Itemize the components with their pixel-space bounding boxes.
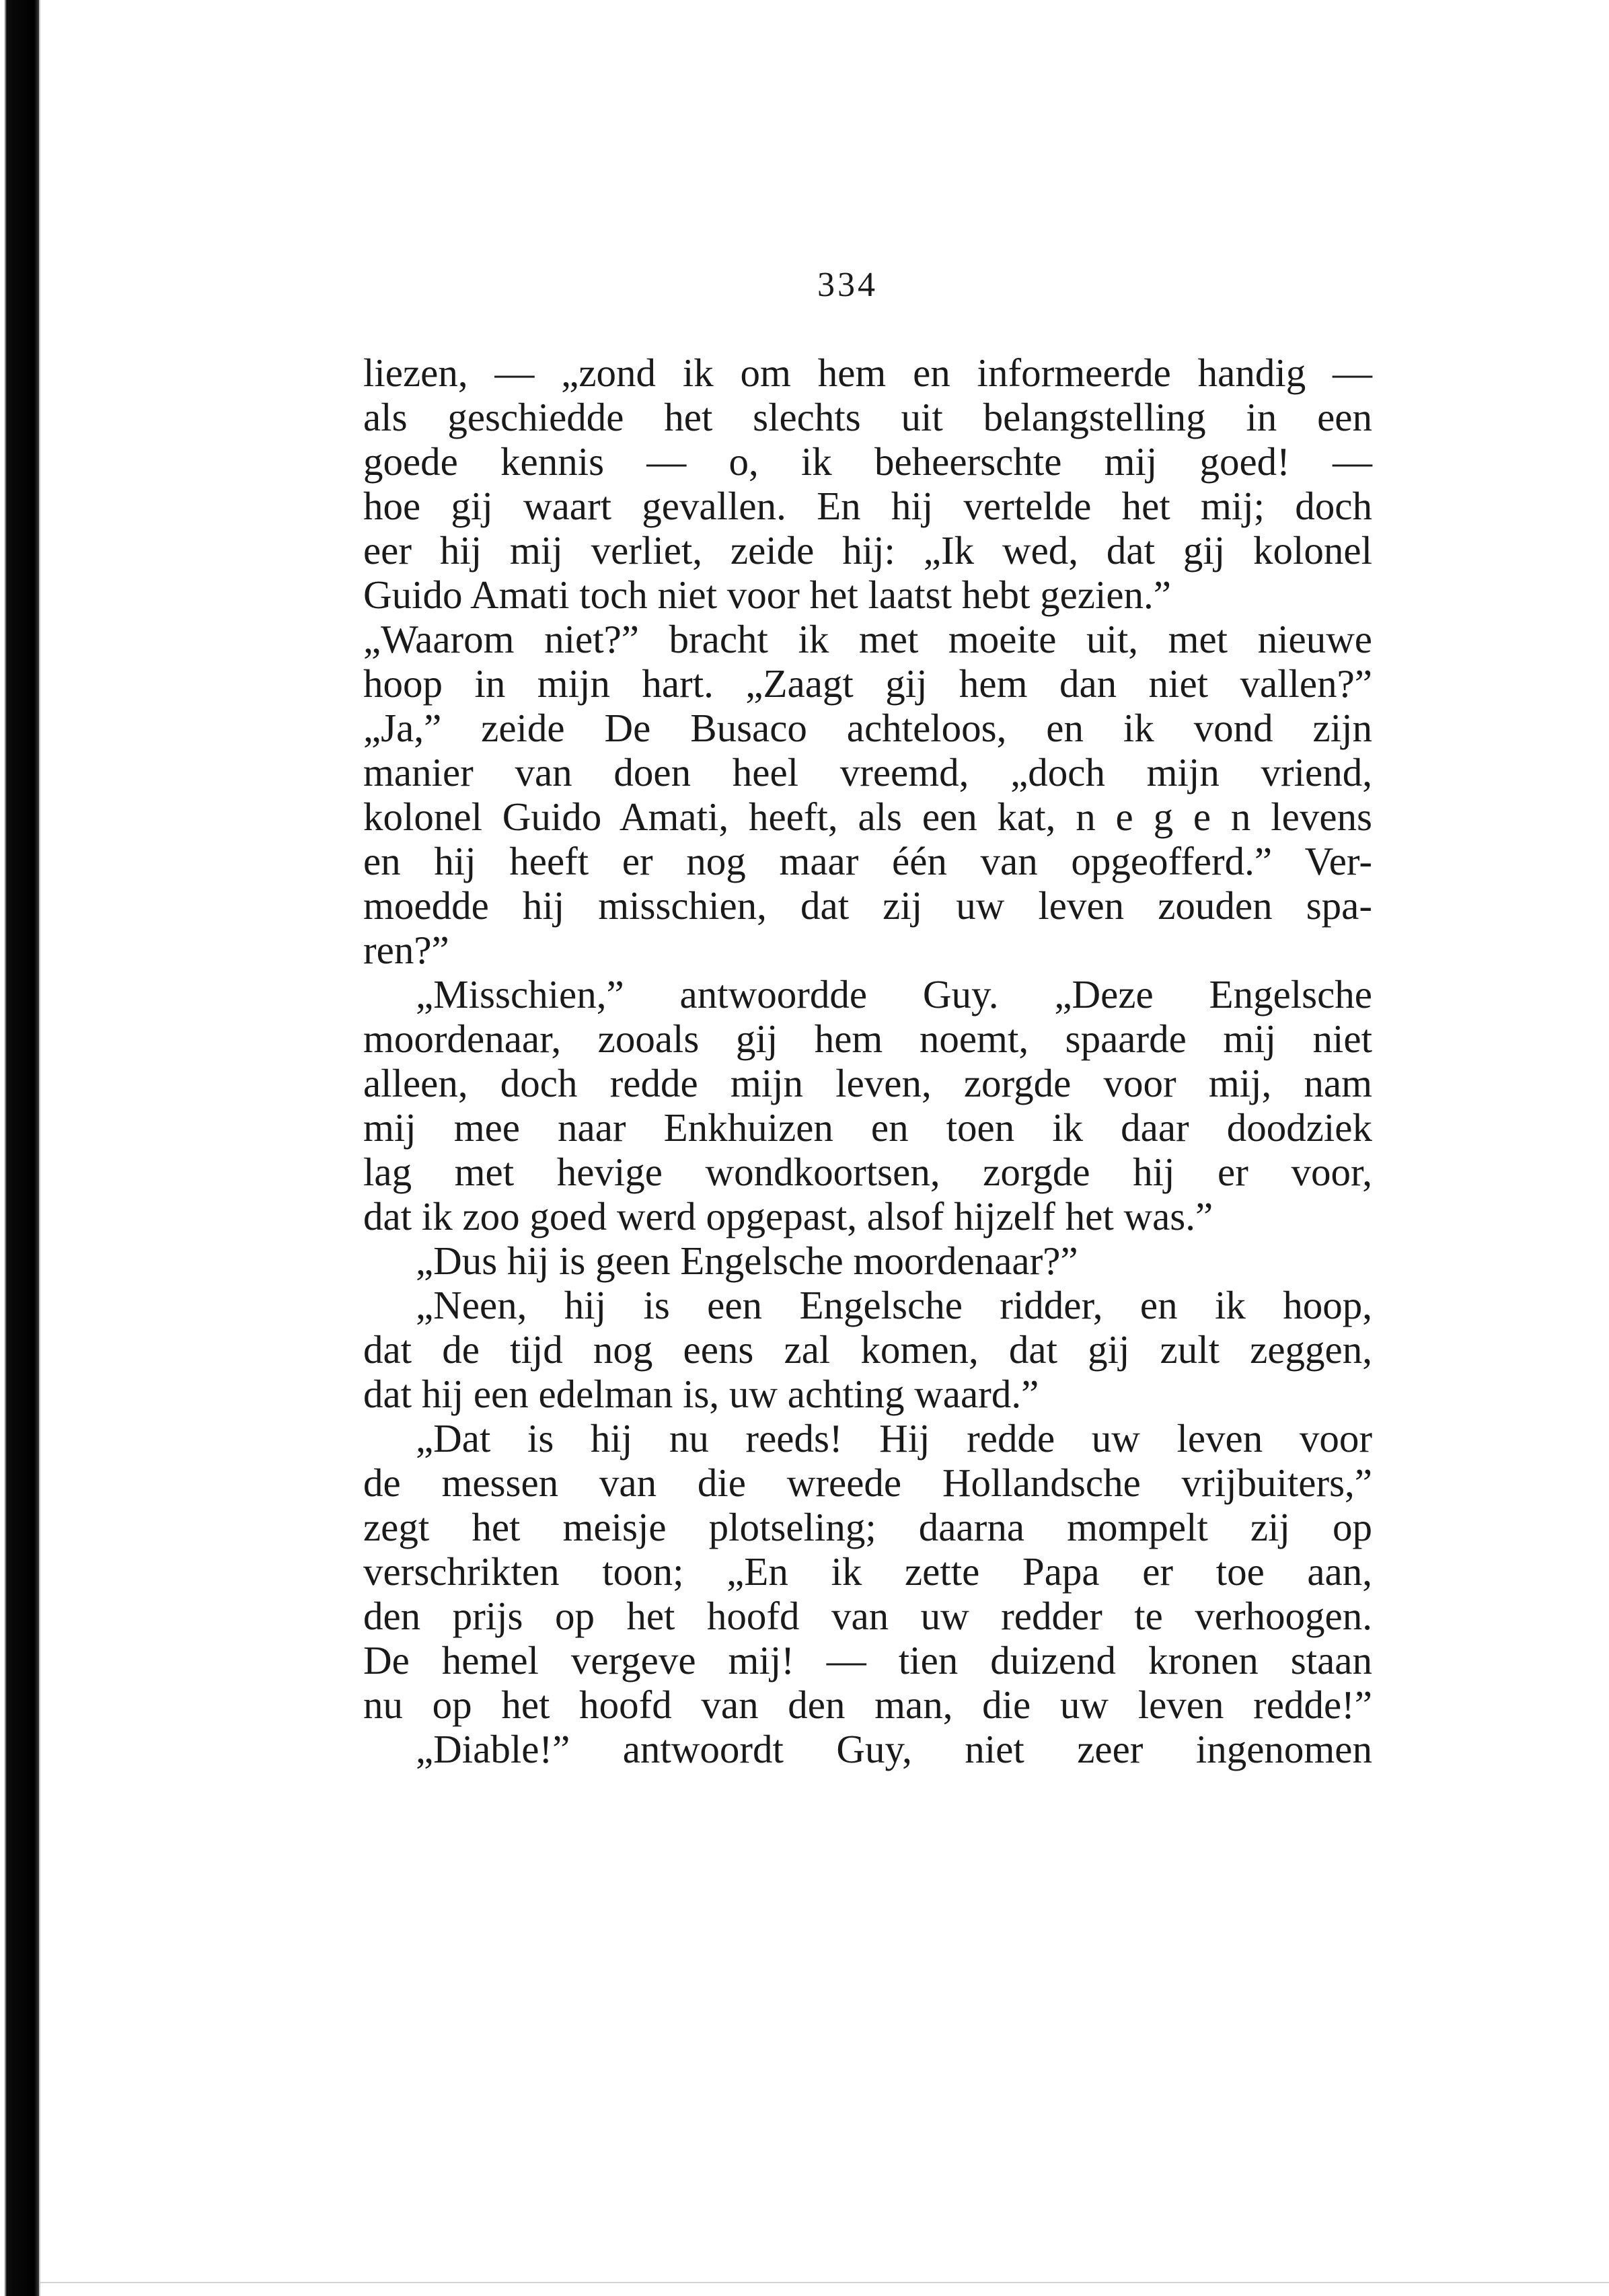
text-line: zegt het meisje plotseling; daarna mompelt zij op: [363, 1505, 1372, 1549]
text-line: „Dat is hij nu reeds! Hij redde uw leven voor: [416, 1416, 1372, 1460]
text-line: goede kennis — o, ik beheerschte mij goed! —: [363, 439, 1372, 484]
text-line: moordenaar, zooals gij hem noemt, spaarde mij niet: [363, 1016, 1372, 1061]
text-line: den prijs op het hoofd van uw redder te verhoogen.: [363, 1594, 1372, 1638]
spine-edge-line: [39, 0, 40, 2296]
text-line: moedde hij misschien, dat zij uw leven zouden spa-: [363, 883, 1372, 928]
page-bottom-edge: [40, 2282, 1609, 2283]
text-line: en hij heeft er nog maar één van opgeofferd.” Ver-: [363, 839, 1372, 883]
text-line: Guido Amati toch niet voor het laatst hebt gezien.”: [363, 572, 1171, 617]
text-line: liezen, — „zond ik om hem en informeerde handig —: [363, 350, 1372, 395]
text-line: mij mee naar Enkhuizen en toen ik daar doodziek: [363, 1105, 1372, 1150]
text-line: „Ja,” zeide De Busaco achteloos, en ik vond zijn: [363, 706, 1372, 750]
text-line: dat de tijd nog eens zal komen, dat gij zult zeggen,: [363, 1327, 1372, 1372]
text-line: „Dus hij is geen Engelsche moordenaar?”: [416, 1238, 1078, 1283]
text-line: hoop in mijn hart. „Zaagt gij hem dan niet vallen?”: [363, 661, 1372, 706]
text-line: „Misschien,” antwoordde Guy. „Deze Engelsche: [416, 972, 1372, 1016]
text-line: als geschiedde het slechts uit belangstelling in een: [363, 395, 1372, 439]
text-line: kolonel Guido Amati, heeft, als een kat, n e g e n levens: [363, 794, 1372, 839]
text-line: alleen, doch redde mijn leven, zorgde voor mij, nam: [363, 1061, 1372, 1105]
text-line: „Waarom niet?” bracht ik met moeite uit, met nieuwe: [363, 617, 1372, 661]
text-line: dat ik zoo goed werd opgepast, alsof hijzelf het was.”: [363, 1194, 1213, 1238]
text-line: manier van doen heel vreemd, „doch mijn vriend,: [363, 750, 1372, 794]
text-line: „Diable!” antwoordt Guy, niet zeer ingenomen: [416, 1727, 1372, 1771]
book-spine-shadow: [0, 0, 39, 2296]
page-number: 334: [817, 266, 878, 304]
text-line: eer hij mij verliet, zeide hij: „Ik wed, dat gij kolonel: [363, 528, 1372, 572]
text-line: de messen van die wreede Hollandsche vrijbuiters,”: [363, 1460, 1372, 1505]
text-line: verschrikten toon; „En ik zette Papa er toe aan,: [363, 1549, 1372, 1594]
body-text: [363, 350, 1372, 1771]
text-line: hoe gij waart gevallen. En hij vertelde het mij; doch: [363, 484, 1372, 528]
text-line: „Neen, hij is een Engelsche ridder, en ik hoop,: [416, 1283, 1372, 1327]
text-line: nu op het hoofd van den man, die uw leven redde!”: [363, 1682, 1372, 1727]
text-line: ren?”: [363, 928, 449, 972]
text-line: De hemel vergeve mij! — tien duizend kronen staan: [363, 1638, 1372, 1682]
text-line: lag met hevige wondkoortsen, zorgde hij er voor,: [363, 1150, 1372, 1194]
text-line: dat hij een edelman is, uw achting waard.”: [363, 1372, 1039, 1416]
